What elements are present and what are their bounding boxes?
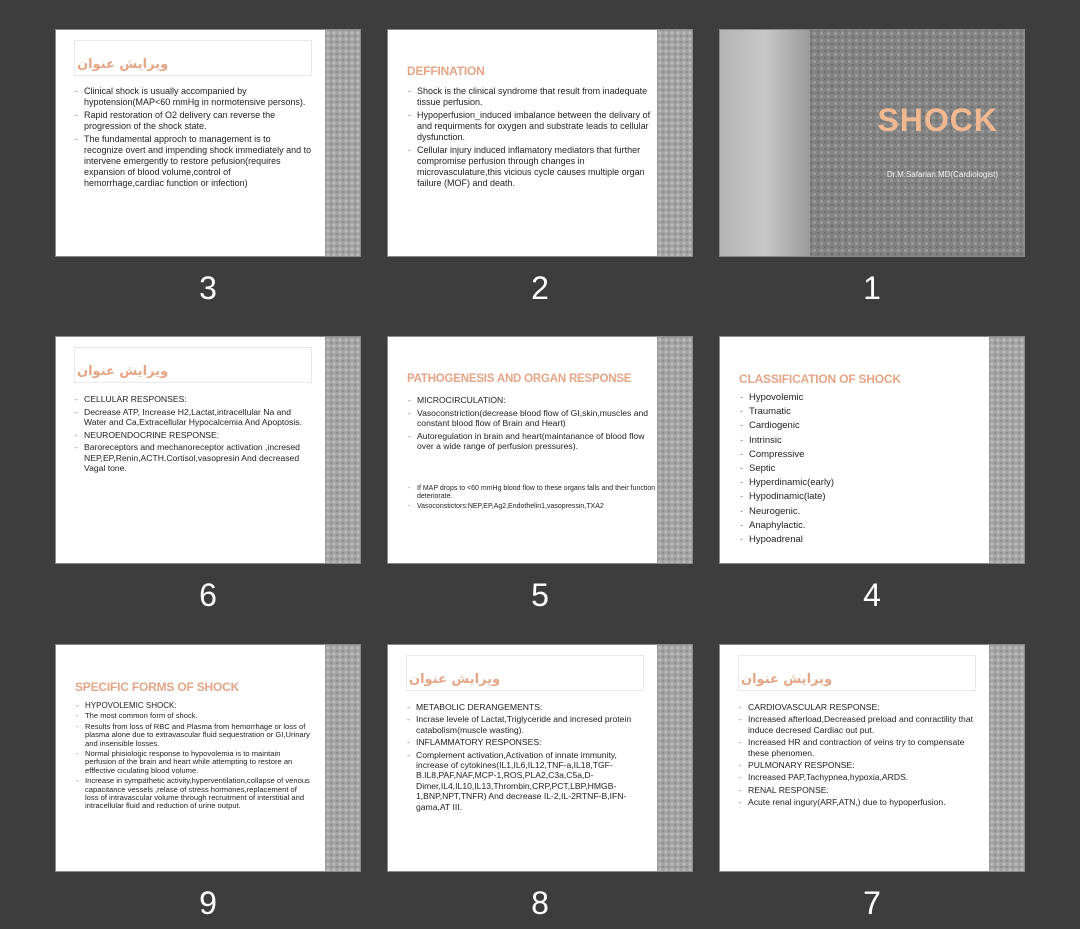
bullet-list	[738, 702, 976, 810]
slide-title: DEFFINATION	[407, 64, 485, 78]
slide-title: ویرایش عنوان	[409, 672, 501, 687]
slide-cell-9[interactable]	[55, 644, 361, 921]
slide-number: 7	[863, 885, 881, 921]
bullet-item: - Increased PAP,Tachypnea,hypoxia,ARDS.	[738, 772, 976, 782]
bullet-item: - Increased HR and contraction of veins try to compensate these phenomen.	[738, 737, 976, 758]
bullet-item: - RENAL RESPONSE:	[738, 785, 976, 795]
bullet-item: - Hypodinamic(late)	[739, 490, 976, 504]
slide-number: 1	[863, 270, 881, 306]
slide-cell-3[interactable]	[55, 29, 361, 306]
bullet-item: - Complement activation,Activation of innate immunity, increase of cytokines(IL1,IL6,IL12,TNF-a,IL18,TGF-B.IL8,PAF,NAF,MCP-1,ROS,PLA2,C3a,C5a,D-Dimer,IL4,IL10,IL13,Thrombin,CRP,PCT,LBP,HMGB-1,BNP,NPT,TNFR) And decrease IL-2,IL-2RTNF-B,IFN-gama,AT III.	[406, 750, 644, 812]
slide-title: PATHOGENESIS AND ORGAN RESPONSE	[407, 373, 632, 385]
slide-title: ویرایش عنوان	[77, 364, 169, 379]
bullet-item: - Decrease ATP, Increase H2,Lactat,intracellular Na and Water and Ca,Extracellular Hypocalcemia And Apoptosis.	[74, 407, 312, 428]
slide-cell-5[interactable]	[387, 336, 693, 613]
slide-title-placeholder	[738, 655, 976, 691]
bullet-item: - Increased afterload,Decreased preload and conractility that induce decresed Cardiac out put.	[738, 714, 976, 735]
bullet-list	[407, 395, 662, 454]
bullet-list	[75, 702, 312, 813]
slide-thumbnail-4[interactable]	[719, 336, 1025, 564]
bullet-item: - Cellular injury induced inflamatory mediators that further compromise perfusion through changes in microvasculature,this vicious cycle causes multiple organ failure (MOF) and death.	[407, 145, 660, 189]
bullet-item: - Cardiogenic	[739, 419, 976, 433]
bullet-item: - The fundamental approch to management is to recognize overt and impending shock immediately and to intervene emergently to restore pefusion(requires expansion of blood volume,control of hemorrhage,cardiac function or infection)	[74, 134, 312, 189]
bullet-item: - If MAP drops to <60 mmHg blood flow to these organs falls and their function deteriorate.	[407, 485, 662, 501]
bullet-list	[406, 702, 644, 814]
slide-number: 5	[531, 577, 549, 613]
slide-subtitle: Dr.M.Safarian.MD(Cardiologist)	[886, 170, 998, 179]
slide-decoration	[989, 645, 1024, 871]
slide-cell-8[interactable]	[387, 644, 693, 921]
bullet-item: - Results from loss of RBC and Plasma from hemorrhage or loss of plasma alone due to extravascular fluid sequestration or GI,Urinary and insensible losses.	[75, 723, 312, 748]
slide-title-placeholder	[406, 655, 644, 691]
slide-decoration	[989, 337, 1024, 563]
bullet-item: - HYPOVOLEMIC SHOCK:	[75, 702, 312, 710]
slide-number: 6	[199, 577, 217, 613]
slide-number: 8	[531, 885, 549, 921]
bullet-item: - Septic	[739, 462, 976, 476]
slide-thumbnail-7[interactable]	[719, 644, 1025, 872]
slide-title: ویرایش عنوان	[741, 672, 833, 687]
bullet-item: - Rapid restoration of O2 delivery can reverse the progression of the shock state.	[74, 110, 312, 132]
bullet-item: - MICROCIRCULATION:	[407, 395, 662, 406]
bullet-item: - CELLULAR RESPONSES:	[74, 394, 312, 405]
slide-cell-7[interactable]	[719, 644, 1025, 921]
bullet-item: - Acute renal ingury(ARF,ATN,) due to hypoperfusion.	[738, 797, 976, 807]
bullet-list	[74, 394, 312, 476]
bullet-list	[74, 86, 312, 191]
slide-thumbnail-9[interactable]	[55, 644, 361, 872]
slide-decoration	[325, 30, 360, 256]
slide-title: SPECIFIC FORMS OF SHOCK	[75, 680, 240, 694]
slide-thumbnail-3[interactable]	[55, 29, 361, 257]
bullet-item: - Autoregulation in brain and heart(maintanance of blood flow over a wide range of perfusion pressures).	[407, 431, 662, 452]
slide-decoration	[325, 337, 360, 563]
slide-cell-6[interactable]	[55, 336, 361, 613]
bullet-item: - Vasoconstriction(decrease blood flow of GI,skin,muscles and constant blood flow of Brain and Heart)	[407, 408, 662, 429]
slide-cell-2[interactable]	[387, 29, 693, 306]
bullet-item: - Traumatic	[739, 405, 976, 419]
bullet-item: - Baroreceptors and mechanoreceptor activation ,incresed NEP,EP,Renin,ACTH,Cortisol,vasopresin And decreased Vagal tone.	[74, 442, 312, 474]
bullet-item: - Clinical shock is usually accompanied by hypotension(MAP<60 mmHg in normotensive persons).	[74, 86, 312, 108]
slide-cell-1[interactable]	[719, 29, 1025, 306]
slide-number: 4	[863, 577, 881, 613]
slide-title-placeholder	[74, 347, 312, 383]
slide-decoration	[657, 30, 692, 256]
bullet-list	[739, 391, 976, 547]
bullet-item: - Neurogenic.	[739, 505, 976, 519]
bullet-item: - Anaphylactic.	[739, 519, 976, 533]
bullet-item: - NEUROENDOCRINE RESPONSE:	[74, 430, 312, 441]
bullet-item: - Hypoperfusion_induced imbalance between the delivary of and requirments for oxygen and substrate leads to cellular dysfunction.	[407, 110, 660, 143]
slide-thumbnail-2[interactable]	[387, 29, 693, 257]
bullet-list-small	[407, 485, 662, 513]
slide-number: 2	[531, 270, 549, 306]
bullet-item: - Shock is the clinical syndrome that result from inadequate tissue perfusion.	[407, 86, 660, 108]
slide-title: CLASSIFICATION OF SHOCK	[739, 372, 901, 386]
slide-number: 3	[199, 270, 217, 306]
slide-thumbnail-1[interactable]	[719, 29, 1025, 257]
bullet-item: - Incrase levele of Lactat,Triglyceride and incresed protein catabolism(muscle wasting).	[406, 714, 644, 735]
slide-number: 9	[199, 885, 217, 921]
bullet-item: - Intrinsic	[739, 434, 976, 448]
slide-decoration	[720, 30, 810, 256]
slide-thumbnail-5[interactable]	[387, 336, 693, 564]
slide-title: ویرایش عنوان	[77, 57, 169, 72]
bullet-item: - Compressive	[739, 448, 976, 462]
slide-cell-4[interactable]	[719, 336, 1025, 613]
bullet-item: - Hypoadrenal	[739, 533, 976, 547]
bullet-item: - INFLAMMATORY RESPONSES:	[406, 737, 644, 747]
slide-decoration	[657, 645, 692, 871]
bullet-item: - Hyperdinamic(early)	[739, 476, 976, 490]
bullet-list	[407, 86, 660, 191]
slide-title: SHOCK	[877, 102, 998, 138]
slide-thumbnail-6[interactable]	[55, 336, 361, 564]
bullet-item: - METABOLIC DERANGEMENTS:	[406, 702, 644, 712]
slide-decoration	[325, 645, 360, 871]
bullet-item: - The most common form of shock.	[75, 712, 312, 720]
slide-thumbnail-8[interactable]	[387, 644, 693, 872]
bullet-item: - Increase in sympathetic activity,hyperventilation,collapse of venous capacitance vessels ,relase of stress hormones,replacement of loss of intravascular volume through recruitment of interstitial and intracellular fluid and reduction of urine output.	[75, 777, 312, 811]
slide-decoration	[657, 337, 692, 563]
bullet-item: - Normal phisiologic response to hypovolemia is to maintain perfusion of the brain and heart while attempting to restore an efffective ciculating blood volume.	[75, 750, 312, 775]
bullet-item: - PULMONARY RESPONSE:	[738, 760, 976, 770]
bullet-item: - Vasoconstictors:NEP,EP,Ag2,Endothelin1,vasopressin,TXA2	[407, 503, 662, 511]
slide-title-placeholder	[74, 40, 312, 76]
bullet-item: - Hypovolemic	[739, 391, 976, 405]
bullet-item: - CARDIOVASCULAR RESPONSE:	[738, 702, 976, 712]
